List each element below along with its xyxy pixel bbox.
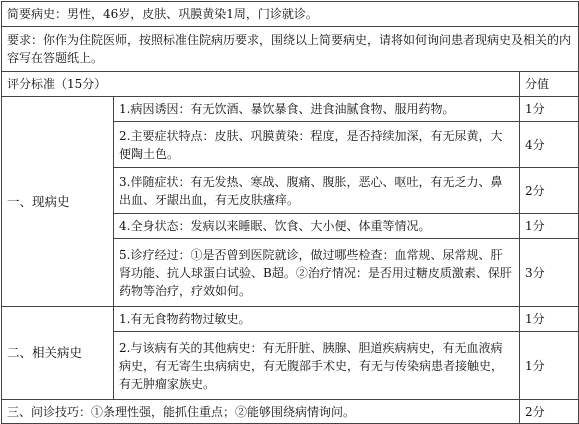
criteria-item: 3.伴随症状：有无发热、寒战、腹痛、腹胀，恶心、呕吐，有无乏力、鼻出血、牙龈出血，有无皮肤瘙痒。 [114, 168, 520, 214]
item-score: 3分 [520, 239, 579, 307]
criteria-item: 1.病因诱因：有无饮酒、暴饮暴食、进食油腻食物、服用药物。 [114, 97, 520, 122]
section-category: 一、现病史 [2, 97, 114, 307]
criteria-header: 评分标准（15分） [2, 72, 520, 97]
scoring-table [1, 1, 579, 424]
exam-page [0, 1, 579, 424]
item-score: 2分 [520, 168, 579, 214]
requirement-row [2, 27, 579, 72]
score-header: 分值 [520, 72, 579, 97]
item-score: 1分 [520, 332, 579, 400]
criteria-item: 4.全身状态：发病以来睡眠、饮食、大小便、体重等情况。 [114, 214, 520, 239]
requirement-text: 要求：你作为住院医师，按照标准住院病历要求，围绕以上简要病史，请将如何询问患者现病史及相关的内容写在答题纸上。 [2, 27, 579, 72]
criteria-item: 5.诊疗经过：①是否曾到医院就诊，做过哪些检查：血常规、尿常规、肝肾功能、抗人球蛋白试验、B超。②治疗情况：是否用过糖皮质激素、保肝药物等治疗，疗效如何。 [114, 239, 520, 307]
item-score: 1分 [520, 97, 579, 122]
item-score: 2分 [520, 400, 579, 424]
criteria-item: 2.与该病有关的其他病史：有无肝脏、胰腺、胆道疾病病史，有无血液病病史，有无寄生虫病病史，有无腹部手术史，有无与传染病患者接触史，有无肿瘤家族史。 [114, 332, 520, 400]
item-score: 1分 [520, 214, 579, 239]
header-row [2, 72, 579, 97]
item-score: 1分 [520, 307, 579, 332]
skills-text: 三、问诊技巧：①条理性强，能抓住重点；②能够围绕病情询问。 [2, 400, 520, 424]
table-row [2, 307, 579, 332]
case-summary-row [2, 2, 579, 27]
item-score: 4分 [520, 122, 579, 168]
criteria-item: 2.主要症状特点：皮肤、巩膜黄染：程度，是否持续加深，有无尿黄，大便陶土色。 [114, 122, 520, 168]
case-summary: 简要病史：男性，46岁，皮肤、巩膜黄染1周，门诊就诊。 [2, 2, 579, 27]
table-row [2, 97, 579, 122]
section-category: 二、相关病史 [2, 307, 114, 400]
criteria-item: 1.有无食物药物过敏史。 [114, 307, 520, 332]
skills-row [2, 400, 579, 424]
